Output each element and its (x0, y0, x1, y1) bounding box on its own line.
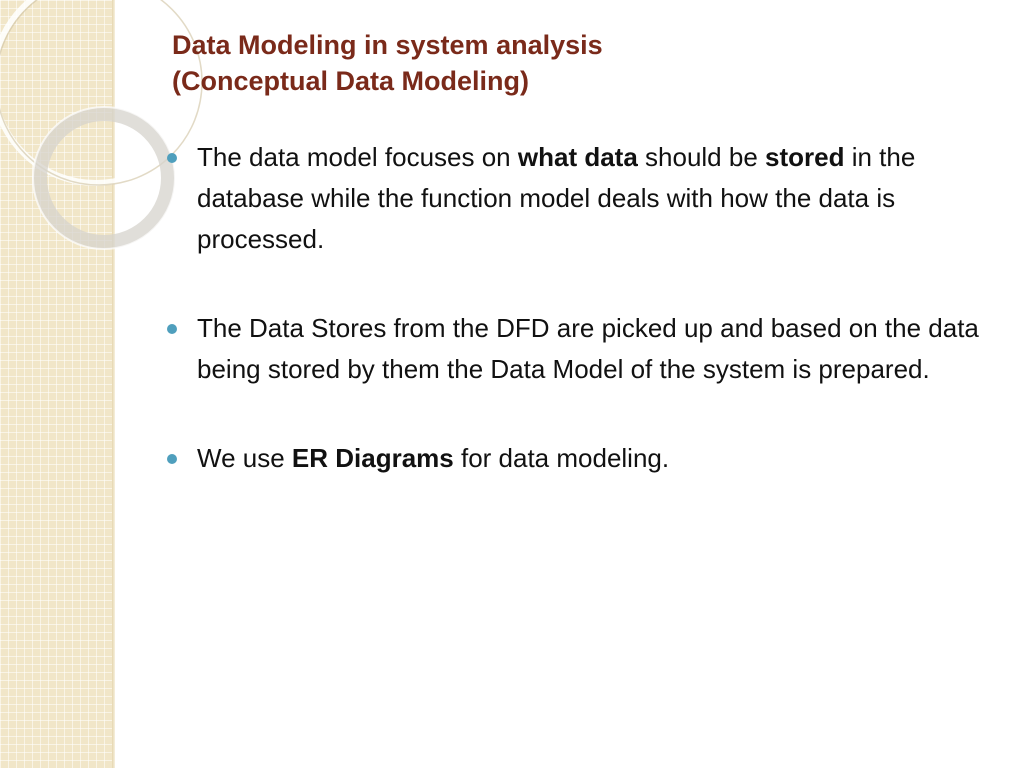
title-line-2: (Conceptual Data Modeling) (172, 66, 529, 96)
bullet-dot-icon (167, 454, 177, 464)
title-line-1: Data Modeling in system analysis (172, 30, 603, 60)
bullet-text: The Data Stores from the DFD are picked up and based on the data being stored by them the Data Model of the system is prepared. (197, 313, 979, 384)
bullet-text: We use ER Diagrams for data modeling. (197, 443, 670, 473)
bullet-item (165, 137, 995, 260)
bullet-dot-icon (167, 324, 177, 334)
bullet-list (165, 137, 995, 479)
slide-title (172, 27, 992, 99)
bullet-text: The data model focuses on what data should be stored in the database while the function model deals with how the data is processed. (197, 142, 916, 254)
bullet-item (165, 308, 995, 390)
bullet-dot-icon (167, 153, 177, 163)
bullet-item (165, 438, 995, 479)
